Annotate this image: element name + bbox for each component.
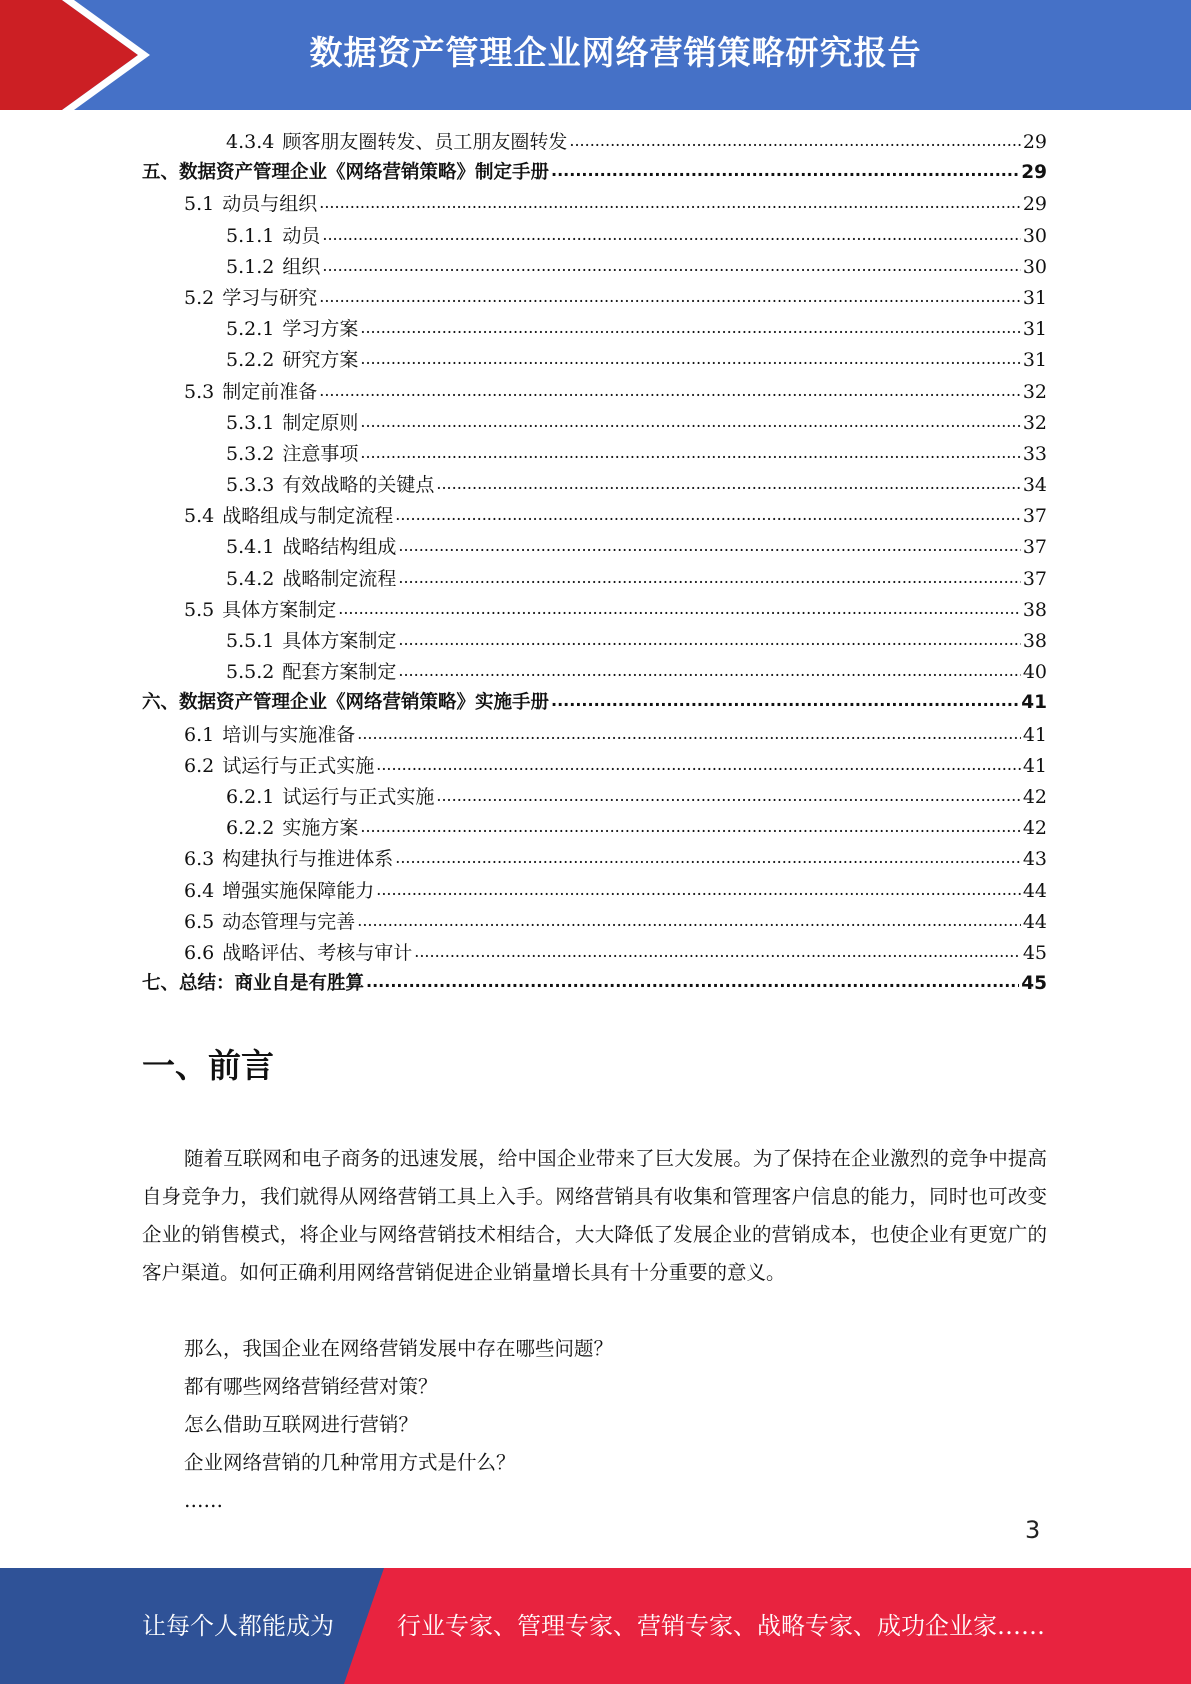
toc-entry-number: 5.2.1 <box>226 318 275 341</box>
toc-entry-title <box>184 938 412 965</box>
toc-entry-title <box>226 408 358 435</box>
question-item: …… <box>184 1489 223 1512</box>
toc-leader-dots <box>395 503 1021 525</box>
toc-leader-dots <box>398 534 1020 556</box>
toc-entry-title <box>226 813 358 840</box>
question-list <box>184 1330 613 1520</box>
toc-entry[interactable] <box>142 189 1047 220</box>
toc-leader-dots <box>398 566 1020 588</box>
toc-leader-dots <box>360 347 1020 369</box>
toc-entry-number: 5.1 <box>184 193 215 216</box>
toc-entry-text: 动态管理与完善 <box>222 910 356 933</box>
toc-entry[interactable] <box>142 221 1047 252</box>
toc-entry-number: 6.6 <box>184 941 215 964</box>
toc-entry-text: 具体方案制定 <box>282 630 397 652</box>
header-chevron-icon <box>0 0 150 110</box>
toc-leader-dots <box>360 441 1020 463</box>
toc-entry-text: 研究方案 <box>282 349 359 372</box>
toc-entry-title <box>226 470 434 497</box>
toc-entry-number: 5.4.2 <box>226 567 275 590</box>
toc-entry[interactable] <box>142 657 1047 688</box>
toc-entry-text: 七、总结：商业自是有胜算 <box>142 973 365 995</box>
toc-entry-text: 六、数据资产管理企业《网络营销策略》实施手册 <box>142 692 550 714</box>
toc-entry-number: 5.2.2 <box>226 349 275 372</box>
page-header <box>0 0 1191 110</box>
toc-entry-number: 5.4.1 <box>226 536 275 559</box>
toc-entry[interactable] <box>142 938 1047 969</box>
toc-page-number: 45 <box>1022 941 1047 964</box>
toc-entry[interactable] <box>142 688 1047 719</box>
toc-entry-text: 战略评估、考核与审计 <box>222 941 413 964</box>
toc-entry-text: 构建执行与推进体系 <box>222 848 394 871</box>
toc-leader-dots <box>414 940 1021 962</box>
toc-entry-number: 5.1.2 <box>226 255 275 278</box>
toc-leader-dots <box>395 846 1021 868</box>
toc-entry-text: 学习与研究 <box>222 286 318 309</box>
toc-entry[interactable] <box>142 252 1047 283</box>
toc-entry-title <box>142 688 549 714</box>
toc-entry[interactable] <box>142 314 1047 345</box>
toc-entry[interactable] <box>142 127 1047 158</box>
toc-leader-dots <box>319 285 1021 307</box>
toc-entry-title <box>226 564 396 591</box>
toc-entry-title <box>142 969 364 995</box>
toc-entry-number: 6.1 <box>184 723 215 746</box>
document-title: 数据资产管理企业网络营销策略研究报告 <box>309 33 922 72</box>
toc-entry-text: 五、数据资产管理企业《网络营销策略》制定手册 <box>142 162 550 184</box>
toc-entry[interactable] <box>142 408 1047 439</box>
toc-page-number: 29 <box>1021 162 1047 184</box>
toc-entry-text: 具体方案制定 <box>222 598 337 621</box>
toc-page-number: 37 <box>1022 536 1047 559</box>
toc-entry-text: 动员与组织 <box>222 193 318 216</box>
toc-entry[interactable] <box>142 876 1047 907</box>
toc-entry[interactable] <box>142 439 1047 470</box>
toc-page-number: 29 <box>1022 131 1047 153</box>
toc-page-number: 38 <box>1022 598 1047 621</box>
toc-page-number: 44 <box>1022 910 1047 933</box>
toc-entry-text: 实施方案 <box>282 817 359 840</box>
toc-entry-number: 6.3 <box>184 848 215 871</box>
toc-entry-number: 6.4 <box>184 879 215 902</box>
toc-entry[interactable] <box>142 283 1047 314</box>
toc-entry-title <box>184 720 355 747</box>
question-item: 那么，我国企业在网络营销发展中存在哪些问题？ <box>184 1337 614 1360</box>
toc-entry-text: 动员 <box>282 224 321 247</box>
toc-entry[interactable] <box>142 720 1047 751</box>
toc-leader-dots <box>436 784 1020 806</box>
toc-entry-title <box>226 439 358 466</box>
toc-entry-title <box>226 314 358 341</box>
toc-entry-number: 5.5.2 <box>226 661 275 684</box>
page-number: 3 <box>1025 1516 1041 1544</box>
toc-leader-dots <box>366 971 1019 992</box>
toc-leader-dots <box>360 815 1020 837</box>
toc-entry-title <box>184 377 317 404</box>
toc-leader-dots <box>360 316 1020 338</box>
footer-slogan-right: 行业专家、管理专家、营销专家、战略专家、成功企业家…… <box>397 1612 1045 1640</box>
toc-entry-number: 5.3.2 <box>226 442 275 465</box>
toc-entry-text: 配套方案制定 <box>282 661 397 684</box>
toc-entry-text: 战略结构组成 <box>282 536 397 559</box>
toc-entry-text: 学习方案 <box>282 318 359 341</box>
toc-page-number: 30 <box>1022 255 1047 278</box>
toc-entry[interactable] <box>142 532 1047 563</box>
toc-entry-title <box>226 221 320 248</box>
toc-leader-dots <box>569 129 1020 151</box>
toc-page-number: 29 <box>1022 193 1047 216</box>
toc-entry-title <box>226 657 396 684</box>
toc-entry-title <box>226 252 320 279</box>
toc-entry-title <box>226 127 567 154</box>
toc-entry[interactable] <box>142 564 1047 595</box>
page-footer <box>0 1568 1191 1684</box>
toc-entry[interactable] <box>142 501 1047 532</box>
toc-entry-text: 试运行与正式实施 <box>222 754 375 777</box>
toc-page-number: 40 <box>1022 661 1047 684</box>
toc-entry[interactable] <box>142 813 1047 844</box>
footer-slogan-left: 让每个人都能成为 <box>142 1612 334 1640</box>
toc-page-number: 34 <box>1022 474 1047 497</box>
intro-paragraph: 随着互联网和电子商务的迅速发展，给中国企业带来了巨大发展。为了保持在企业激烈的竞争中提高自身竞争力，我们就得从网络营销工具上入手。网络营销具有收集和管理客户信息的能力，同时也可改变企业的销售模式，将企业与网络营销技术相结合，大大降低了发展企业的营销成本，也使企业有更宽广的客户渠道。如何正确利用网络营销促进企业销量增长具有十分重要的意义。 <box>142 1147 1047 1284</box>
toc-leader-dots <box>360 410 1020 432</box>
toc-entry[interactable] <box>142 345 1047 376</box>
toc-entry-title <box>184 844 393 871</box>
toc-entry[interactable] <box>142 907 1047 938</box>
toc-entry-text: 有效战略的关键点 <box>282 474 435 497</box>
toc-entry[interactable] <box>142 158 1047 189</box>
toc-leader-dots <box>322 254 1020 276</box>
toc-leader-dots <box>357 722 1021 744</box>
toc-page-number: 32 <box>1022 380 1047 403</box>
toc-page-number: 31 <box>1022 286 1047 309</box>
toc-entry-text: 战略组成与制定流程 <box>222 505 394 528</box>
toc-entry-title <box>184 283 317 310</box>
toc-entry[interactable] <box>142 470 1047 501</box>
toc-page-number: 44 <box>1022 879 1047 902</box>
toc-entry-text: 培训与实施准备 <box>222 723 356 746</box>
toc-page-number: 37 <box>1022 567 1047 590</box>
toc-page-number: 41 <box>1022 754 1047 777</box>
toc-leader-dots <box>376 753 1021 775</box>
toc-entry-number: 5.5.1 <box>226 630 275 652</box>
toc-page-number: 33 <box>1022 442 1047 465</box>
section-heading: 一、前言 <box>142 1046 274 1085</box>
toc-leader-dots <box>338 597 1021 619</box>
toc-page-number: 38 <box>1022 630 1047 652</box>
toc-entry-number: 5.5 <box>184 598 215 621</box>
toc-entry-number: 5.2 <box>184 286 215 309</box>
toc-entry[interactable] <box>142 782 1047 813</box>
toc-leader-dots <box>357 909 1021 931</box>
toc-entry-number: 5.3 <box>184 380 215 403</box>
toc-entry-number: 6.2 <box>184 754 215 777</box>
toc-entry-text: 注意事项 <box>282 442 359 465</box>
toc-entry-title <box>184 501 393 528</box>
toc-entry-title <box>226 532 396 559</box>
toc-entry-text: 试运行与正式实施 <box>282 785 435 808</box>
toc-page-number: 42 <box>1022 817 1047 840</box>
toc-leader-dots <box>376 878 1021 900</box>
toc-entry-number: 5.3.3 <box>226 474 275 497</box>
toc-page-number: 32 <box>1022 411 1047 434</box>
toc-leader-dots <box>436 472 1020 494</box>
toc-page-number: 41 <box>1021 692 1047 714</box>
toc-entry-number: 6.5 <box>184 910 215 933</box>
toc-leader-dots <box>319 191 1021 213</box>
toc-page-number: 31 <box>1022 318 1047 341</box>
toc-page-number: 30 <box>1022 224 1047 247</box>
toc-entry-number: 6.2.1 <box>226 785 275 808</box>
toc-entry-title <box>226 626 396 653</box>
toc-entry-title <box>184 595 336 622</box>
toc-entry-text: 制定原则 <box>282 411 359 434</box>
toc-entry[interactable] <box>142 844 1047 875</box>
toc-entry-number: 4.3.4 <box>226 131 275 153</box>
question-item: 企业网络营销的几种常用方式是什么？ <box>184 1451 516 1474</box>
toc-page-number: 45 <box>1021 973 1047 995</box>
toc-leader-dots <box>551 690 1019 711</box>
toc-entry-title <box>184 876 374 903</box>
toc-page-number: 43 <box>1022 848 1047 871</box>
toc-entry-text: 战略制定流程 <box>282 567 397 590</box>
toc-entry-text: 制定前准备 <box>222 380 318 403</box>
toc-entry[interactable] <box>142 626 1047 657</box>
table-of-contents <box>142 127 1047 1000</box>
toc-entry-title <box>226 782 434 809</box>
toc-entry-text: 组织 <box>282 255 321 278</box>
toc-entry-text: 顾客朋友圈转发、员工朋友圈转发 <box>282 131 568 153</box>
toc-entry[interactable] <box>142 377 1047 408</box>
question-item: 怎么借助互联网进行营销？ <box>184 1413 419 1436</box>
toc-entry[interactable] <box>142 751 1047 782</box>
toc-entry-title <box>226 345 358 372</box>
toc-entry-number: 5.3.1 <box>226 411 275 434</box>
toc-entry-number: 6.2.2 <box>226 817 275 840</box>
toc-entry-title <box>184 907 355 934</box>
toc-leader-dots <box>398 628 1020 650</box>
toc-entry-title <box>142 158 549 184</box>
toc-leader-dots <box>322 223 1020 245</box>
toc-entry[interactable] <box>142 595 1047 626</box>
toc-entry-number: 5.4 <box>184 505 215 528</box>
toc-leader-dots <box>551 160 1019 181</box>
toc-page-number: 41 <box>1022 723 1047 746</box>
toc-entry[interactable] <box>142 969 1047 1000</box>
toc-entry-number: 5.1.1 <box>226 224 275 247</box>
toc-entry-text: 增强实施保障能力 <box>222 879 375 902</box>
toc-page-number: 37 <box>1022 505 1047 528</box>
toc-page-number: 31 <box>1022 349 1047 372</box>
toc-page-number: 42 <box>1022 785 1047 808</box>
toc-leader-dots <box>398 659 1020 681</box>
toc-entry-title <box>184 189 317 216</box>
toc-entry-title <box>184 751 374 778</box>
toc-leader-dots <box>319 379 1021 401</box>
question-item: 都有哪些网络营销经营对策？ <box>184 1375 438 1398</box>
